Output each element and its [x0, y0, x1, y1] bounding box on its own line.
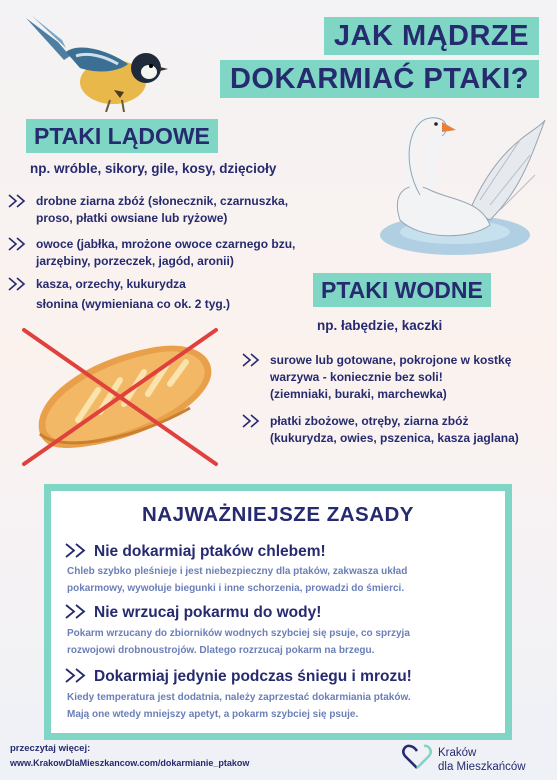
- double-chevron-icon: [8, 194, 30, 208]
- rule-title: Nie dokarmiaj ptaków chlebem!: [65, 543, 326, 561]
- logo-text: Kraków dla Mieszkańców: [438, 747, 526, 773]
- rule-title: Nie wrzucaj pokarmu do wody!: [65, 604, 321, 622]
- rule-title: Dokarmiaj jedynie podczas śniegu i mrozu!: [65, 668, 412, 686]
- water-food-item: surowe lub gotowane, pokrojone w kostkę warzywa - koniecznie bez soli! (ziemniaki, buraki, marchewka): [242, 352, 552, 406]
- rules-panel: [44, 484, 512, 740]
- double-chevron-icon: [242, 414, 264, 428]
- land-food-item: drobne ziarna zbóż (słonecznik, czarnuszka, proso, płatki owsiane lub ryżowe): [8, 193, 328, 233]
- land-birds-heading: PTAKI LĄDOWE: [26, 119, 218, 153]
- bread-loaf-image: [39, 346, 212, 448]
- land-birds-examples: np. wróble, sikory, gile, kosy, dzięcioły: [30, 161, 277, 176]
- read-more-link[interactable]: www.KrakowDlaMieszkancow.com/dokarmianie_ptakow: [10, 758, 250, 768]
- rule-description: Chleb szybko pleśnieje i jest niebezpieczny dla ptaków, zakwasza układ pokarmowy, wywołuje biegunki i inne schorzenia, prowadzi do śmierci.: [67, 566, 408, 594]
- double-chevron-icon: [65, 543, 91, 558]
- water-birds-heading: PTAKI WODNE: [313, 273, 491, 307]
- heart-check-icon: [402, 744, 432, 770]
- land-food-item: owoce (jabłka, mrożone owoce czarnego bzu, jarzębiny, porzeczek, jagód, aronii): [8, 236, 328, 276]
- double-chevron-icon: [242, 353, 264, 367]
- double-chevron-icon: [65, 604, 91, 619]
- brand-logo: [402, 744, 552, 776]
- rule-description: Pokarm wrzucany do zbiorników wodnych szybciej się psuje, co sprzyja rozwojowi drobnoustrojów. Dlatego rozrzucaj pokarm na brzegu.: [67, 628, 410, 656]
- double-chevron-icon: [8, 237, 30, 251]
- rule-description: Kiedy temperatura jest dodatnia, należy zaprzestać dokarmiania ptaków. Mają one wtedy mniejszy apetyt, a pokarm szybciej się psuje.: [67, 692, 411, 720]
- title-line-1: JAK MĄDRZE: [324, 17, 539, 55]
- water-birds-examples: np. łabędzie, kaczki: [317, 318, 443, 333]
- water-food-item: płatki zbożowe, otręby, ziarna zbóż (kukurydza, owies, pszenica, kasza jaglana): [242, 413, 552, 453]
- double-chevron-icon: [65, 668, 91, 683]
- read-more-label: przeczytaj więcej:: [10, 743, 91, 754]
- double-chevron-icon: [8, 277, 30, 291]
- title-line-2: DOKARMIAĆ PTAKI?: [220, 60, 539, 98]
- bird-illustration: [18, 12, 168, 112]
- swan-illustration: [370, 100, 550, 260]
- bread-crossed-illustration: [20, 322, 230, 472]
- rules-heading: NAJWAŻNIEJSZE ZASADY: [142, 503, 414, 526]
- land-food-item: kasza, orzechy, kukurydza słonina (wymieniana co ok. 2 tyg.): [8, 276, 328, 316]
